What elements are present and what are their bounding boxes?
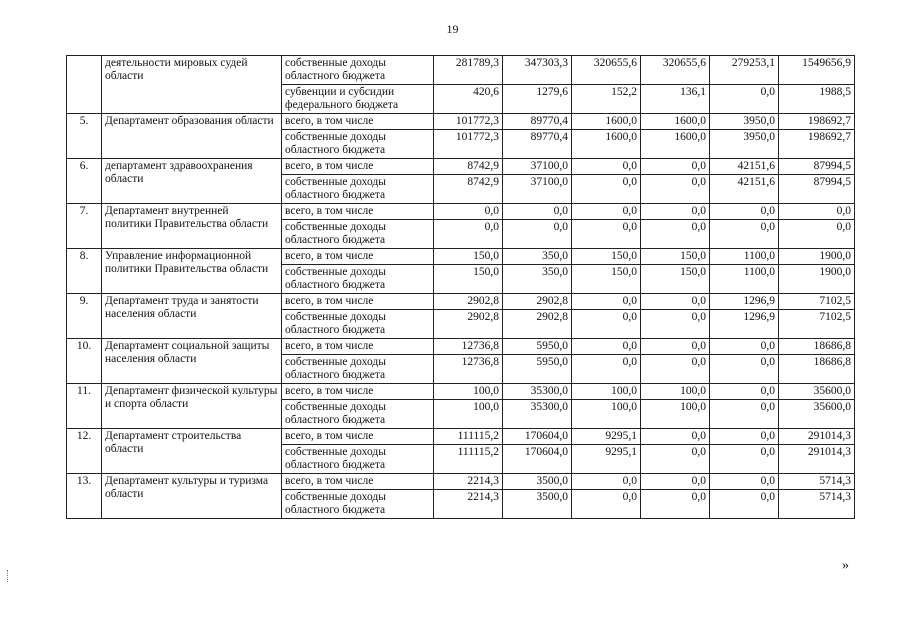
value-cell: 279253,1 <box>710 56 779 85</box>
total-value-cell: 198692,7 <box>779 130 855 159</box>
value-cell: 0,0 <box>710 384 779 400</box>
total-value-cell: 1900,0 <box>779 265 855 294</box>
table-row <box>67 114 855 130</box>
value-cell: 100,0 <box>572 400 641 429</box>
budget-table-body <box>67 56 855 519</box>
row-number-cell: 13. <box>67 474 102 519</box>
table-row <box>67 249 855 265</box>
value-cell: 101772,3 <box>434 130 503 159</box>
value-cell: 0,0 <box>572 355 641 384</box>
value-cell: 0,0 <box>641 490 710 519</box>
total-value-cell: 7102,5 <box>779 294 855 310</box>
value-cell: 170604,0 <box>503 429 572 445</box>
funding-source-cell: собственные доходы областного бюджета <box>282 56 434 85</box>
value-cell: 0,0 <box>572 204 641 220</box>
value-cell: 0,0 <box>572 294 641 310</box>
row-number-cell: 12. <box>67 429 102 474</box>
department-cell: департамент здравоохранения области <box>102 159 282 204</box>
value-cell: 0,0 <box>710 355 779 384</box>
total-value-cell: 1549656,9 <box>779 56 855 85</box>
value-cell: 0,0 <box>641 204 710 220</box>
total-value-cell: 87994,5 <box>779 175 855 204</box>
table-row <box>67 429 855 445</box>
value-cell: 37100,0 <box>503 159 572 175</box>
funding-source-cell: всего, в том числе <box>282 249 434 265</box>
value-cell: 170604,0 <box>503 445 572 474</box>
value-cell: 0,0 <box>572 175 641 204</box>
value-cell: 35300,0 <box>503 384 572 400</box>
row-number-cell: 11. <box>67 384 102 429</box>
funding-source-cell: всего, в том числе <box>282 384 434 400</box>
value-cell: 100,0 <box>434 384 503 400</box>
value-cell: 2214,3 <box>434 490 503 519</box>
table-row <box>67 56 855 85</box>
funding-source-cell: собственные доходы областного бюджета <box>282 310 434 339</box>
total-value-cell: 198692,7 <box>779 114 855 130</box>
value-cell: 111115,2 <box>434 445 503 474</box>
value-cell: 9295,1 <box>572 429 641 445</box>
table-row <box>67 159 855 175</box>
funding-source-cell: всего, в том числе <box>282 429 434 445</box>
value-cell: 0,0 <box>572 474 641 490</box>
value-cell: 0,0 <box>641 429 710 445</box>
value-cell: 111115,2 <box>434 429 503 445</box>
funding-source-cell: собственные доходы областного бюджета <box>282 265 434 294</box>
funding-source-cell: всего, в том числе <box>282 294 434 310</box>
value-cell: 89770,4 <box>503 114 572 130</box>
value-cell: 1296,9 <box>710 294 779 310</box>
value-cell: 100,0 <box>641 384 710 400</box>
value-cell: 0,0 <box>710 204 779 220</box>
funding-source-cell: собственные доходы областного бюджета <box>282 400 434 429</box>
department-cell: Департамент труда и занятости населения области <box>102 294 282 339</box>
value-cell: 0,0 <box>710 490 779 519</box>
value-cell: 0,0 <box>710 339 779 355</box>
value-cell: 3500,0 <box>503 490 572 519</box>
total-value-cell: 1988,5 <box>779 85 855 114</box>
total-value-cell: 7102,5 <box>779 310 855 339</box>
value-cell: 5950,0 <box>503 355 572 384</box>
value-cell: 2902,8 <box>434 294 503 310</box>
funding-source-cell: всего, в том числе <box>282 474 434 490</box>
value-cell: 3500,0 <box>503 474 572 490</box>
value-cell: 2902,8 <box>434 310 503 339</box>
total-value-cell: 5714,3 <box>779 490 855 519</box>
value-cell: 150,0 <box>434 265 503 294</box>
total-value-cell: 0,0 <box>779 204 855 220</box>
value-cell: 0,0 <box>710 85 779 114</box>
value-cell: 150,0 <box>434 249 503 265</box>
funding-source-cell: всего, в том числе <box>282 204 434 220</box>
value-cell: 5950,0 <box>503 339 572 355</box>
department-cell: Управление информационной политики Правительства области <box>102 249 282 294</box>
department-cell: деятельности мировых судей области <box>102 56 282 114</box>
total-value-cell: 0,0 <box>779 220 855 249</box>
value-cell: 320655,6 <box>641 56 710 85</box>
value-cell: 0,0 <box>572 310 641 339</box>
value-cell: 12736,8 <box>434 355 503 384</box>
value-cell: 8742,9 <box>434 175 503 204</box>
value-cell: 0,0 <box>503 204 572 220</box>
value-cell: 2214,3 <box>434 474 503 490</box>
value-cell: 0,0 <box>710 474 779 490</box>
total-value-cell: 18686,8 <box>779 339 855 355</box>
value-cell: 0,0 <box>641 474 710 490</box>
value-cell: 2902,8 <box>503 310 572 339</box>
department-cell: Департамент внутренней политики Правительства области <box>102 204 282 249</box>
value-cell: 100,0 <box>641 400 710 429</box>
value-cell: 1600,0 <box>641 130 710 159</box>
value-cell: 152,2 <box>572 85 641 114</box>
row-number-cell: 5. <box>67 114 102 159</box>
total-value-cell: 35600,0 <box>779 384 855 400</box>
value-cell: 8742,9 <box>434 159 503 175</box>
total-value-cell: 291014,3 <box>779 429 855 445</box>
value-cell: 150,0 <box>572 265 641 294</box>
row-number-cell: 6. <box>67 159 102 204</box>
value-cell: 0,0 <box>572 339 641 355</box>
value-cell: 89770,4 <box>503 130 572 159</box>
value-cell: 100,0 <box>434 400 503 429</box>
value-cell: 1279,6 <box>503 85 572 114</box>
value-cell: 42151,6 <box>710 175 779 204</box>
table-row <box>67 204 855 220</box>
total-value-cell: 18686,8 <box>779 355 855 384</box>
value-cell: 100,0 <box>572 384 641 400</box>
value-cell: 3950,0 <box>710 114 779 130</box>
value-cell: 0,0 <box>641 339 710 355</box>
value-cell: 150,0 <box>572 249 641 265</box>
funding-source-cell: всего, в том числе <box>282 339 434 355</box>
value-cell: 1600,0 <box>641 114 710 130</box>
row-number-cell <box>67 56 102 114</box>
value-cell: 2902,8 <box>503 294 572 310</box>
value-cell: 347303,3 <box>503 56 572 85</box>
funding-source-cell: всего, в том числе <box>282 114 434 130</box>
value-cell: 350,0 <box>503 249 572 265</box>
funding-source-cell: собственные доходы областного бюджета <box>282 220 434 249</box>
funding-source-cell: субвенции и субсидии федерального бюджета <box>282 85 434 114</box>
value-cell: 0,0 <box>641 310 710 339</box>
total-value-cell: 291014,3 <box>779 445 855 474</box>
row-number-cell: 10. <box>67 339 102 384</box>
value-cell: 101772,3 <box>434 114 503 130</box>
total-value-cell: 87994,5 <box>779 159 855 175</box>
value-cell: 42151,6 <box>710 159 779 175</box>
value-cell: 0,0 <box>641 220 710 249</box>
value-cell: 0,0 <box>641 175 710 204</box>
row-number-cell: 9. <box>67 294 102 339</box>
value-cell: 320655,6 <box>572 56 641 85</box>
value-cell: 0,0 <box>572 490 641 519</box>
value-cell: 0,0 <box>434 220 503 249</box>
value-cell: 150,0 <box>641 265 710 294</box>
value-cell: 0,0 <box>710 400 779 429</box>
total-value-cell: 35600,0 <box>779 400 855 429</box>
funding-source-cell: собственные доходы областного бюджета <box>282 175 434 204</box>
value-cell: 0,0 <box>641 294 710 310</box>
value-cell: 136,1 <box>641 85 710 114</box>
value-cell: 3950,0 <box>710 130 779 159</box>
funding-source-cell: собственные доходы областного бюджета <box>282 355 434 384</box>
total-value-cell: 5714,3 <box>779 474 855 490</box>
department-cell: Департамент социальной защиты населения области <box>102 339 282 384</box>
page-number: 19 <box>446 22 459 36</box>
value-cell: 37100,0 <box>503 175 572 204</box>
value-cell: 281789,3 <box>434 56 503 85</box>
value-cell: 350,0 <box>503 265 572 294</box>
budget-table <box>66 55 855 519</box>
department-cell: Департамент физической культуры и спорта области <box>102 384 282 429</box>
table-row <box>67 474 855 490</box>
value-cell: 1100,0 <box>710 265 779 294</box>
table-row <box>67 339 855 355</box>
funding-source-cell: собственные доходы областного бюджета <box>282 490 434 519</box>
value-cell: 0,0 <box>710 445 779 474</box>
value-cell: 1600,0 <box>572 114 641 130</box>
value-cell: 12736,8 <box>434 339 503 355</box>
value-cell: 0,0 <box>641 445 710 474</box>
department-cell: Департамент культуры и туризма области <box>102 474 282 519</box>
table-row <box>67 384 855 400</box>
funding-source-cell: всего, в том числе <box>282 159 434 175</box>
value-cell: 0,0 <box>641 355 710 384</box>
value-cell: 1100,0 <box>710 249 779 265</box>
value-cell: 0,0 <box>572 220 641 249</box>
value-cell: 0,0 <box>710 429 779 445</box>
value-cell: 1296,9 <box>710 310 779 339</box>
margin-mark <box>7 570 9 582</box>
row-number-cell: 7. <box>67 204 102 249</box>
value-cell: 0,0 <box>503 220 572 249</box>
funding-source-cell: собственные доходы областного бюджета <box>282 445 434 474</box>
value-cell: 420,6 <box>434 85 503 114</box>
value-cell: 0,0 <box>710 220 779 249</box>
value-cell: 0,0 <box>434 204 503 220</box>
funding-source-cell: собственные доходы областного бюджета <box>282 130 434 159</box>
department-cell: Департамент образования области <box>102 114 282 159</box>
value-cell: 1600,0 <box>572 130 641 159</box>
value-cell: 9295,1 <box>572 445 641 474</box>
table-row <box>67 294 855 310</box>
department-cell: Департамент строительства области <box>102 429 282 474</box>
row-number-cell: 8. <box>67 249 102 294</box>
value-cell: 0,0 <box>572 159 641 175</box>
value-cell: 0,0 <box>641 159 710 175</box>
value-cell: 35300,0 <box>503 400 572 429</box>
total-value-cell: 1900,0 <box>779 249 855 265</box>
value-cell: 150,0 <box>641 249 710 265</box>
closing-quote-mark: » <box>842 558 849 573</box>
